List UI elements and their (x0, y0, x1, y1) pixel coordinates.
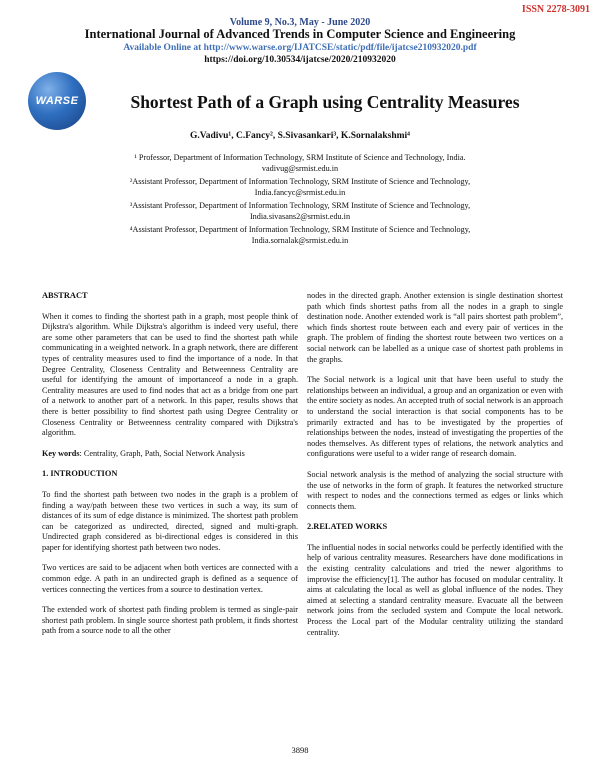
affiliation-2 (80, 176, 520, 198)
intro-paragraph-3: The extended work of shortest path finding problem is termed as single-pair shortest path problem. In single source shortest path problem, it finds shortest path from a source node to all the other (42, 605, 298, 636)
logo-text: WARSE (35, 95, 79, 107)
page-number: 3898 (291, 745, 309, 755)
affiliation-role: ⁴Assistant Professor, Department of Information Technology, SRM Institute of Science and Technology, (129, 225, 471, 234)
intro-paragraph-2: Two vertices are said to be adjacent when both vertices are connected with a common edge. A path in an undirected graph is defined as a sequence of vertices connecting the vertices from a source to destination vertex. (42, 563, 298, 594)
right-paragraph-1: nodes in the directed graph. Another extension is single destination shortest path which finds shortest paths from all the nodes in a graph to single destination node. Another extended work is “all pairs shortest path problem”, which finds shortest route between each and every pair of vertices in the graph. The problem of finding the shortest route between two vertices on a social network can be labelled as a unique case of shortest path problems in the graphs. (307, 291, 563, 364)
affiliations (80, 152, 520, 248)
paper-title: Shortest Path of a Graph using Centrality Measures (130, 92, 520, 112)
affiliation-role: ³Assistant Professor, Department of Information Technology, SRM Institute of Science and Technology, (129, 201, 471, 210)
warse-logo (28, 72, 86, 130)
affiliation-1 (80, 152, 520, 174)
affiliation-email: India.sornalak@srmist.edu.in (251, 236, 349, 245)
author-list: G.Vadivu¹, C.Fancy², S.Sivasankari³, K.Sornalakshmi⁴ (189, 131, 411, 141)
right-paragraph-2: The Social network is a logical unit that have been useful to study the relationships between an individual, a group and an organization or even with the entire society as nodes. An accepted truth of social network is an approach to understand the social interaction is that social components has to be primarily extracted and has to be investigated by the properties of relationships between the nodes, instead of investigating the properties of the nodes themselves. As different types of relations, the network analytics and configurations were useful to a wider range of research domain. (307, 375, 563, 459)
affiliation-role: ¹ Professor, Department of Information Technology, SRM Institute of Science and Technology, India. (134, 153, 466, 162)
affiliation-email: India.sivasans2@srmist.edu.in (249, 212, 351, 221)
issn-label: ISSN 2278-3091 (521, 4, 590, 15)
affiliation-email: India.fancyc@srmist.edu.in (254, 188, 346, 197)
introduction-heading: 1. INTRODUCTION (42, 469, 118, 479)
available-online-link[interactable]: Available Online at http://www.warse.org/IJATCSE/static/pdf/file/ijatcse210932020.pdf (123, 43, 477, 53)
right-paragraph-3: Social network analysis is the method of analyzing the social structure with the use of networks in the form of graph. It features the networked structure with respect to nodes and the connections termed as edges or links which connects them. (307, 469, 563, 511)
keywords-text: : Centrality, Graph, Path, Social Network Analysis (79, 448, 245, 458)
keywords-label: Key words (42, 448, 80, 458)
keywords (42, 449, 298, 460)
related-works-paragraph: The influential nodes in social networks could be perfectly identified with the help of various centrality measures. Researchers have done modifications in the existing centrality calculations and tried the newer algorithms to improvise the efficiency[1]. The author has focused on modular centrality. It aims at calculating the local as well as global influence of the nodes. They aimed at selecting a standard centrality measure. Evacuate all the between network joins from the secluded system and Compute the local network. Process the Local part of the Modular centrality utilizing the standard centrality. (307, 542, 563, 637)
abstract-text: When it comes to finding the shortest path in a graph, most people think of Dijkstra's algorithm. While Dijkstra's algorithm is indeed very useful, there are some other parameters that can be used to find the shortest path while communicating in a weighted network. In a graph network, there are different types of centrality measures used to find the importance of a node. In that Degree Centrality, Closeness Centrality and Betweenness Centrality are useful for identifying the amount of importanceof a node in a graph. Centrality measures are used to find nodes that act as a bridge from one part of a network to another part of a network. In this paper, results shows that there is better possibility to find shortest path using Degree Centrality or Closeness Centrality or Betweenness centrality compared with Dijkstra's algorithm. (42, 311, 298, 438)
affiliation-4 (80, 224, 520, 246)
intro-paragraph-1: To find the shortest path between two nodes in the graph is a problem of finding a way/path between these two vertices in such a way, its sum of distances of its sum of edge distance is minimized. The shortest path problem can be categorized as undirected, directed, signed and multi-graph. Undirected graph considered as bi-directional edges is considered in this paper for identifying shortest path between two nodes. (42, 489, 298, 552)
volume-line: Volume 9, No.3, May - June 2020 (229, 17, 371, 28)
affiliation-email: vadivug@srmist.edu.in (261, 164, 339, 173)
affiliation-role: ²Assistant Professor, Department of Information Technology, SRM Institute of Science and Technology, (129, 177, 471, 186)
journal-name: International Journal of Advanced Trends in Computer Science and Engineering (84, 27, 516, 41)
right-column (307, 291, 563, 648)
affiliation-3 (80, 200, 520, 222)
doi-link[interactable]: https://doi.org/10.30534/ijatcse/2020/210932020 (204, 55, 396, 65)
abstract-heading: ABSTRACT (42, 291, 88, 300)
left-column (42, 291, 298, 647)
related-works-heading: 2.RELATED WORKS (307, 522, 388, 532)
